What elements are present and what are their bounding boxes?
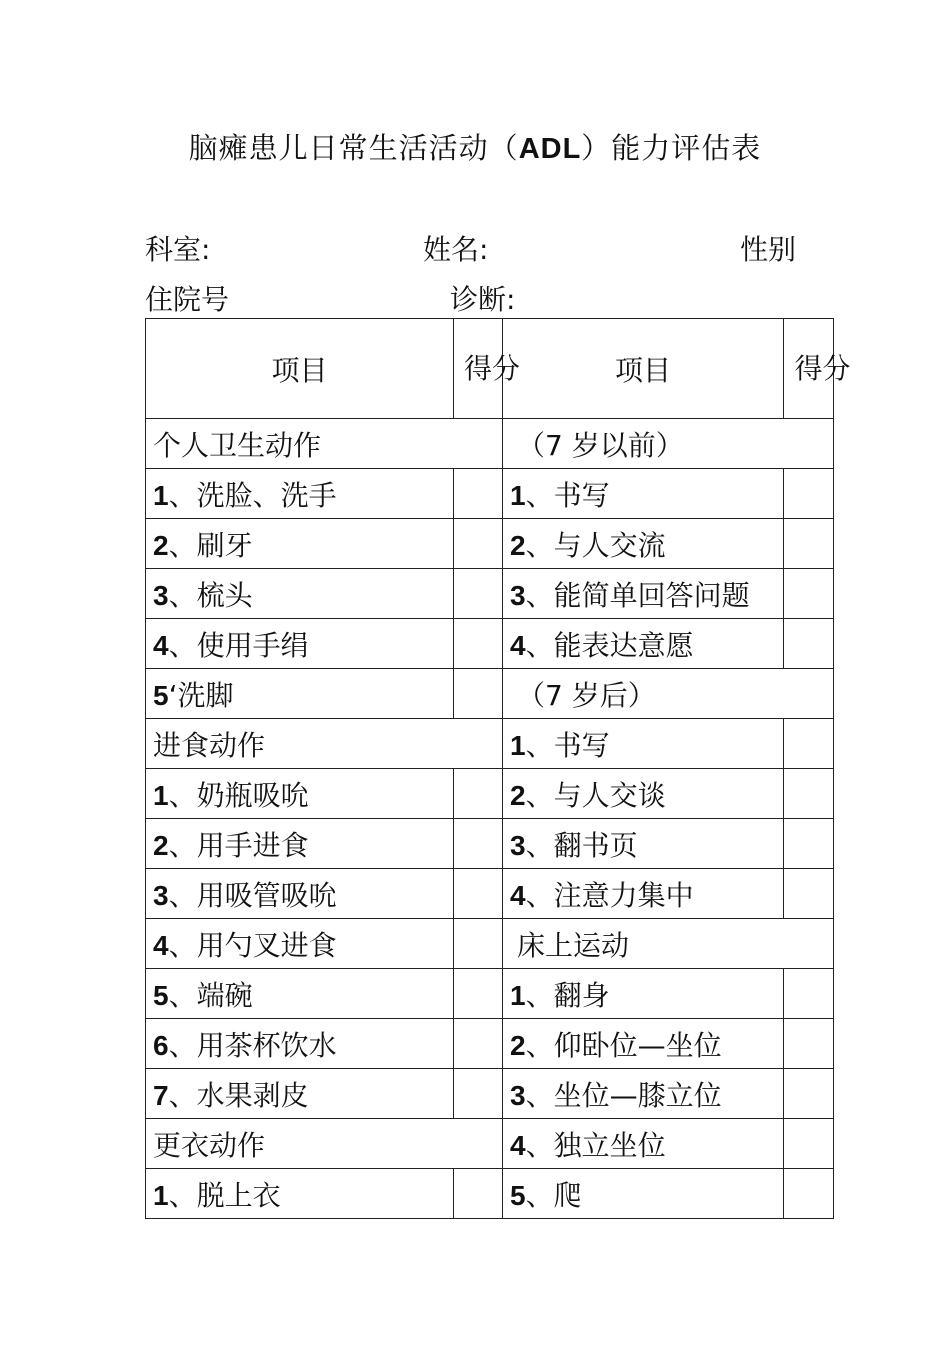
score-cell-right[interactable] xyxy=(784,1019,834,1069)
item-number: 3 xyxy=(510,1079,526,1111)
item-label: 、奶瓶吸吮 xyxy=(168,778,309,812)
item-number: 3 xyxy=(510,579,526,611)
table-row xyxy=(146,969,834,1019)
group-heading: 进食动作 xyxy=(153,728,266,762)
score-cell-right[interactable] xyxy=(784,1069,834,1119)
score-cell-right[interactable] xyxy=(784,819,834,869)
item-cell-right xyxy=(503,769,784,819)
table-row xyxy=(146,869,834,919)
item-cell-left xyxy=(146,769,454,819)
table-row xyxy=(146,669,834,719)
title-suffix: ）能力评估表 xyxy=(581,131,762,165)
item-number: 1 xyxy=(510,979,526,1011)
item-cell-right xyxy=(503,819,784,869)
header-score-left-text: 得分 xyxy=(464,351,521,385)
item-number: 2 xyxy=(510,779,526,811)
item-label: 、用茶杯饮水 xyxy=(168,1028,337,1062)
score-cell-left[interactable] xyxy=(454,569,503,619)
item-label: 、注意力集中 xyxy=(525,878,694,912)
item-cell-right xyxy=(503,619,784,669)
item-label: 、书写 xyxy=(525,728,610,762)
item-number: 1 xyxy=(153,1179,169,1211)
score-cell-left[interactable] xyxy=(454,819,503,869)
item-cell-right xyxy=(503,969,784,1019)
department-label: 科室: xyxy=(145,233,211,266)
item-number: 2 xyxy=(510,529,526,561)
item-cell-left xyxy=(146,819,454,869)
item-number: 3 xyxy=(510,829,526,861)
page-title xyxy=(0,126,950,167)
group-heading: 床上运动 xyxy=(517,928,630,962)
table-row xyxy=(146,619,834,669)
category-cell-right xyxy=(503,419,834,469)
table-row xyxy=(146,569,834,619)
item-number: 4 xyxy=(153,929,169,961)
header-score-right-text: 得分 xyxy=(794,351,851,385)
item-label: 、能表达意愿 xyxy=(525,628,694,662)
score-cell-right[interactable] xyxy=(784,969,834,1019)
item-label: ‘洗脚 xyxy=(168,678,234,712)
group-heading: 个人卫生动作 xyxy=(153,428,322,462)
header-item-left: 项目 xyxy=(146,319,454,419)
item-number: 2 xyxy=(153,529,169,561)
item-cell-left xyxy=(146,569,454,619)
score-cell-left[interactable] xyxy=(454,1069,503,1119)
item-number: 2 xyxy=(510,1029,526,1061)
item-label: 、梳头 xyxy=(168,578,253,612)
score-cell-left[interactable] xyxy=(454,619,503,669)
category-cell-left xyxy=(146,719,503,769)
item-label: 、用手进食 xyxy=(168,828,309,862)
table-row xyxy=(146,419,834,469)
item-cell-right xyxy=(503,719,784,769)
diagnosis-label: 诊断: xyxy=(450,283,516,316)
item-label: 、爬 xyxy=(525,1178,582,1212)
table-row xyxy=(146,1169,834,1219)
score-cell-left[interactable] xyxy=(454,1019,503,1069)
score-cell-right[interactable] xyxy=(784,719,834,769)
item-cell-left xyxy=(146,1169,454,1219)
table-row xyxy=(146,469,834,519)
item-label: 、水果剥皮 xyxy=(168,1078,309,1112)
group-heading: （7 岁以前） xyxy=(517,428,684,462)
score-cell-right[interactable] xyxy=(784,469,834,519)
item-label: 、用吸管吸吮 xyxy=(168,878,337,912)
item-number: 7 xyxy=(153,1079,169,1111)
item-label: 、洗脸、洗手 xyxy=(168,478,337,512)
item-number: 4 xyxy=(510,879,526,911)
table-row xyxy=(146,1119,834,1169)
item-number: 4 xyxy=(153,629,169,661)
item-label: 、坐位—膝立位 xyxy=(525,1078,722,1112)
score-cell-left[interactable] xyxy=(454,519,503,569)
item-number: 5 xyxy=(153,679,169,711)
item-cell-left xyxy=(146,619,454,669)
score-cell-left[interactable] xyxy=(454,869,503,919)
item-number: 5 xyxy=(510,1179,526,1211)
name-label: 姓名: xyxy=(423,233,489,266)
item-label: 、使用手绢 xyxy=(168,628,309,662)
score-cell-left[interactable] xyxy=(454,769,503,819)
score-cell-left[interactable] xyxy=(454,469,503,519)
item-number: 1 xyxy=(510,479,526,511)
item-cell-right xyxy=(503,1119,784,1169)
table-row xyxy=(146,819,834,869)
item-label: 、能简单回答问题 xyxy=(525,578,750,612)
table-row xyxy=(146,719,834,769)
category-cell-left xyxy=(146,419,503,469)
item-cell-left xyxy=(146,969,454,1019)
item-label: 、书写 xyxy=(525,478,610,512)
item-cell-left xyxy=(146,1069,454,1119)
header-item-right: 项目 xyxy=(503,319,784,419)
item-cell-left xyxy=(146,469,454,519)
score-cell-right[interactable] xyxy=(784,1119,834,1169)
item-cell-right xyxy=(503,1019,784,1069)
header-score-right xyxy=(784,319,851,419)
item-number: 1 xyxy=(153,779,169,811)
item-number: 3 xyxy=(153,879,169,911)
group-heading: （7 岁后） xyxy=(517,678,656,712)
table-row xyxy=(146,519,834,569)
item-cell-right xyxy=(503,1169,784,1219)
item-number: 2 xyxy=(153,829,169,861)
table-row xyxy=(146,1019,834,1069)
score-cell-left[interactable] xyxy=(454,919,503,969)
score-cell-right[interactable] xyxy=(784,1169,834,1219)
header-score-left xyxy=(454,319,521,419)
item-cell-left xyxy=(146,669,454,719)
item-cell-right xyxy=(503,1069,784,1119)
score-cell-right[interactable] xyxy=(784,619,834,669)
item-number: 6 xyxy=(153,1029,169,1061)
item-cell-left xyxy=(146,869,454,919)
score-cell-right[interactable] xyxy=(784,569,834,619)
item-cell-right xyxy=(503,519,784,569)
item-number: 1 xyxy=(153,479,169,511)
item-number: 4 xyxy=(510,629,526,661)
item-number: 1 xyxy=(510,729,526,761)
table-row xyxy=(146,1069,834,1119)
item-cell-right xyxy=(503,869,784,919)
score-cell-right[interactable] xyxy=(784,869,834,919)
item-cell-right xyxy=(503,569,784,619)
item-cell-right xyxy=(503,469,784,519)
item-number: 3 xyxy=(153,579,169,611)
item-label: 、独立坐位 xyxy=(525,1128,666,1162)
item-number: 4 xyxy=(510,1129,526,1161)
item-label: 、与人交流 xyxy=(525,528,666,562)
item-label: 、用勺叉进食 xyxy=(168,928,337,962)
item-label: 、翻书页 xyxy=(525,828,638,862)
table-header-row xyxy=(146,319,834,419)
score-cell-left[interactable] xyxy=(454,669,503,719)
item-number: 5 xyxy=(153,979,169,1011)
item-label: 、仰卧位—坐位 xyxy=(525,1028,722,1062)
score-cell-right[interactable] xyxy=(784,519,834,569)
table-row xyxy=(146,769,834,819)
item-cell-left xyxy=(146,919,454,969)
item-cell-left xyxy=(146,1019,454,1069)
adl-assessment-table xyxy=(145,318,851,1219)
item-cell-left xyxy=(146,519,454,569)
category-cell-right xyxy=(503,669,834,719)
admission-number-label: 住院号 xyxy=(145,283,230,316)
score-cell-right[interactable] xyxy=(784,769,834,819)
score-cell-left[interactable] xyxy=(454,1169,503,1219)
group-heading: 更衣动作 xyxy=(153,1128,266,1162)
category-cell-right xyxy=(503,919,834,969)
item-label: 、端碗 xyxy=(168,978,253,1012)
item-label: 、与人交谈 xyxy=(525,778,666,812)
title-text: 脑瘫患儿日常生活活动（ xyxy=(188,131,519,165)
table-row xyxy=(146,919,834,969)
score-cell-left[interactable] xyxy=(454,969,503,1019)
category-cell-left xyxy=(146,1119,503,1169)
title-abbreviation: ADL xyxy=(518,133,582,165)
item-label: 、翻身 xyxy=(525,978,610,1012)
item-label: 、刷牙 xyxy=(168,528,253,562)
gender-label: 性别 xyxy=(740,233,797,266)
item-label: 、脱上衣 xyxy=(168,1178,281,1212)
